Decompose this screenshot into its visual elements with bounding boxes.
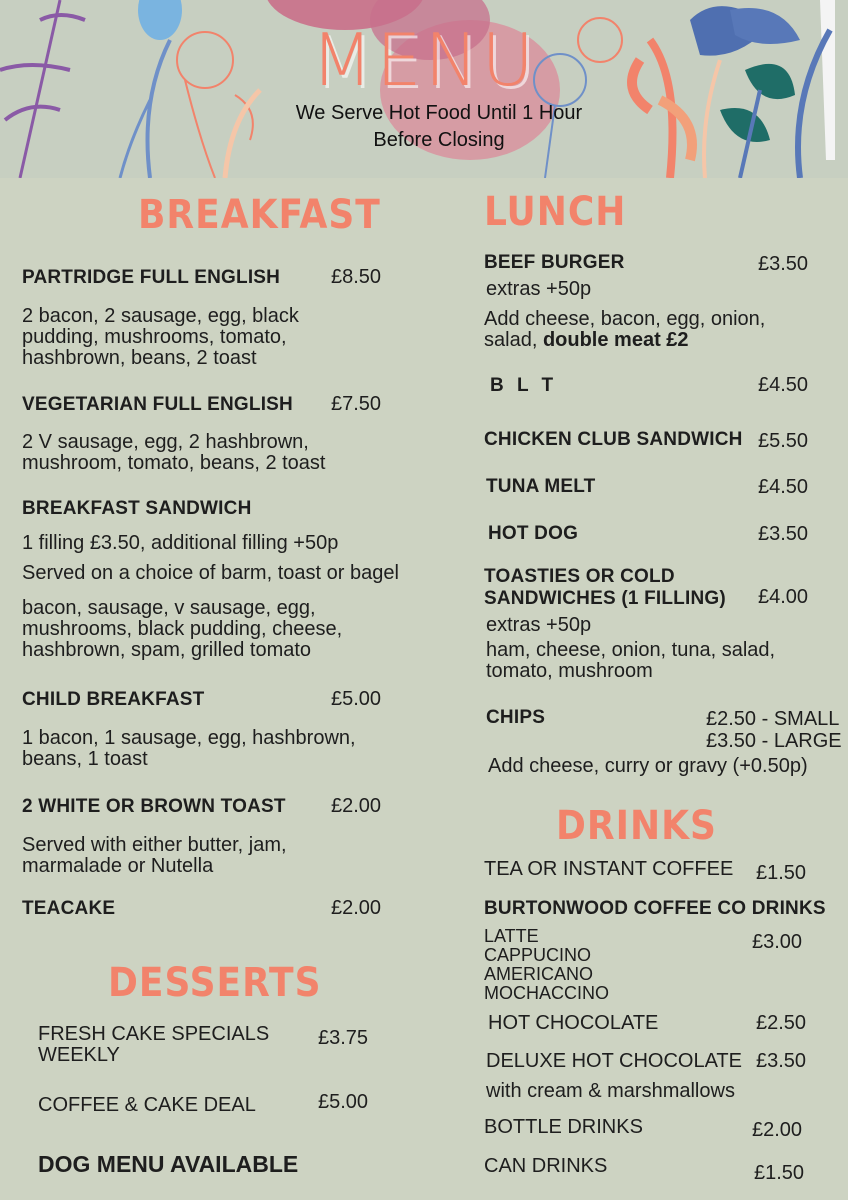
vegetarian-desc-line: 2 V sausage, egg, 2 hashbrown,	[22, 431, 309, 453]
lunch-heading: LUNCH	[484, 189, 627, 235]
hot-chocolate-name: HOT CHOCOLATE	[488, 1012, 659, 1034]
child-breakfast-name: CHILD BREAKFAST	[22, 689, 205, 710]
drinks-heading: DRINKS	[556, 803, 717, 849]
bottle-drinks-name: BOTTLE DRINKS	[484, 1116, 643, 1138]
beef-burger-price: £3.50	[758, 253, 809, 275]
breakfast-sandwich-name: BREAKFAST SANDWICH	[22, 498, 252, 519]
coffee-cake-deal-name: COFFEE & CAKE DEAL	[38, 1094, 256, 1116]
menu-subtitle	[0, 100, 848, 154]
toast-price: £2.00	[331, 795, 382, 817]
tuna-melt-name: TUNA MELT	[486, 476, 596, 497]
partridge-full-english-price: £8.50	[331, 266, 382, 288]
coffee-list-item: AMERICANO	[484, 964, 594, 984]
tea-coffee-price: £1.50	[756, 862, 807, 884]
beef-burger-extras: extras +50p	[486, 278, 592, 300]
can-drinks-name: CAN DRINKS	[484, 1155, 608, 1177]
desserts-heading: DESSERTS	[108, 960, 322, 1006]
vegetarian-desc-line: mushroom, tomato, beans, 2 toast	[22, 452, 326, 474]
bottle-drinks-price: £2.00	[752, 1119, 803, 1141]
toast-name: 2 WHITE OR BROWN TOAST	[22, 796, 286, 817]
breakfast-sandwich-price-line: 1 filling £3.50, additional filling +50p	[22, 532, 339, 554]
chips-name: CHIPS	[486, 707, 546, 728]
child-breakfast-price: £5.00	[331, 688, 382, 710]
toast-desc-line: Served with either butter, jam,	[22, 834, 287, 856]
breakfast-sandwich-bread-line: Served on a choice of barm, toast or bagel	[22, 562, 399, 584]
coffee-price: £3.00	[752, 931, 803, 953]
breakfast-heading: BREAKFAST	[138, 192, 381, 238]
beef-burger-name: BEEF BURGER	[484, 252, 625, 273]
beef-burger-double-meat: double meat £2	[542, 329, 689, 351]
partridge-full-english-name: PARTRIDGE FULL ENGLISH	[22, 267, 281, 288]
tea-coffee-name: TEA OR INSTANT COFFEE	[484, 858, 734, 880]
partridge-desc-line: hashbrown, beans, 2 toast	[22, 347, 257, 369]
coffee-list-item: CAPPUCINO	[484, 945, 592, 965]
teacake-name: TEACAKE	[22, 898, 116, 919]
toasties-desc-line: ham, cheese, onion, tuna, salad,	[486, 639, 776, 661]
chips-price-small: £2.50 - SMALL	[706, 708, 840, 730]
can-drinks-price: £1.50	[754, 1162, 805, 1184]
partridge-desc-line: 2 bacon, 2 sausage, egg, black	[22, 305, 299, 327]
blt-name: B L T	[490, 375, 558, 396]
vegetarian-full-english-price: £7.50	[331, 393, 382, 415]
toasties-name-line: SANDWICHES (1 FILLING)	[484, 588, 726, 609]
breakfast-sandwich-fillings-line: hashbrown, spam, grilled tomato	[22, 639, 312, 661]
deluxe-hot-chocolate-desc: with cream & marshmallows	[486, 1080, 735, 1102]
coffee-list-item: MOCHACCINO	[484, 983, 609, 1003]
hot-chocolate-price: £2.50	[756, 1012, 807, 1034]
toasties-extras: extras +50p	[486, 614, 592, 636]
deluxe-hot-chocolate-price: £3.50	[756, 1050, 807, 1072]
coffee-list-item: LATTE	[484, 926, 539, 946]
beef-burger-add-line-2	[484, 330, 689, 351]
fresh-cake-price: £3.75	[318, 1027, 369, 1049]
breakfast-sandwich-fillings-line: mushrooms, black pudding, cheese,	[22, 618, 343, 640]
toasties-desc-line: tomato, mushroom	[486, 660, 653, 682]
toast-desc-line: marmalade or Nutella	[22, 855, 214, 877]
burtonwood-coffee-name: BURTONWOOD COFFEE CO DRINKS	[484, 898, 826, 919]
chicken-club-sandwich-price: £5.50	[758, 430, 809, 452]
chicken-club-sandwich-name: CHICKEN CLUB SANDWICH	[484, 429, 743, 450]
child-breakfast-desc-line: 1 bacon, 1 sausage, egg, hashbrown,	[22, 727, 356, 749]
fresh-cake-name-line: WEEKLY	[38, 1044, 120, 1066]
vegetarian-full-english-name: VEGETARIAN FULL ENGLISH	[22, 394, 293, 415]
teacake-price: £2.00	[331, 897, 382, 919]
chips-price-large: £3.50 - LARGE	[706, 730, 842, 752]
dog-menu-available: DOG MENU AVAILABLE	[38, 1151, 299, 1177]
blt-price: £4.50	[758, 374, 809, 396]
chips-add: Add cheese, curry or gravy (+0.50p)	[488, 755, 808, 777]
toasties-price: £4.00	[758, 586, 809, 608]
breakfast-sandwich-fillings-line: bacon, sausage, v sausage, egg,	[22, 597, 316, 619]
subtitle-line-2: Before Closing	[373, 129, 505, 151]
hot-dog-price: £3.50	[758, 523, 809, 545]
toasties-name-line: TOASTIES OR COLD	[484, 566, 675, 587]
hot-dog-name: HOT DOG	[488, 523, 579, 544]
partridge-desc-line: pudding, mushrooms, tomato,	[22, 326, 287, 348]
beef-burger-add-line: Add cheese, bacon, egg, onion,	[484, 308, 766, 330]
tuna-melt-price: £4.50	[758, 476, 809, 498]
deluxe-hot-chocolate-name: DELUXE HOT CHOCOLATE	[486, 1050, 742, 1072]
beef-burger-add-salad: salad,	[484, 329, 543, 351]
child-breakfast-desc-line: beans, 1 toast	[22, 748, 148, 770]
coffee-cake-deal-price: £5.00	[318, 1091, 369, 1113]
fresh-cake-name-line: FRESH CAKE SPECIALS	[38, 1023, 270, 1045]
subtitle-line-1: We Serve Hot Food Until 1 Hour	[295, 102, 583, 124]
menu-title: MENU	[310, 18, 538, 102]
